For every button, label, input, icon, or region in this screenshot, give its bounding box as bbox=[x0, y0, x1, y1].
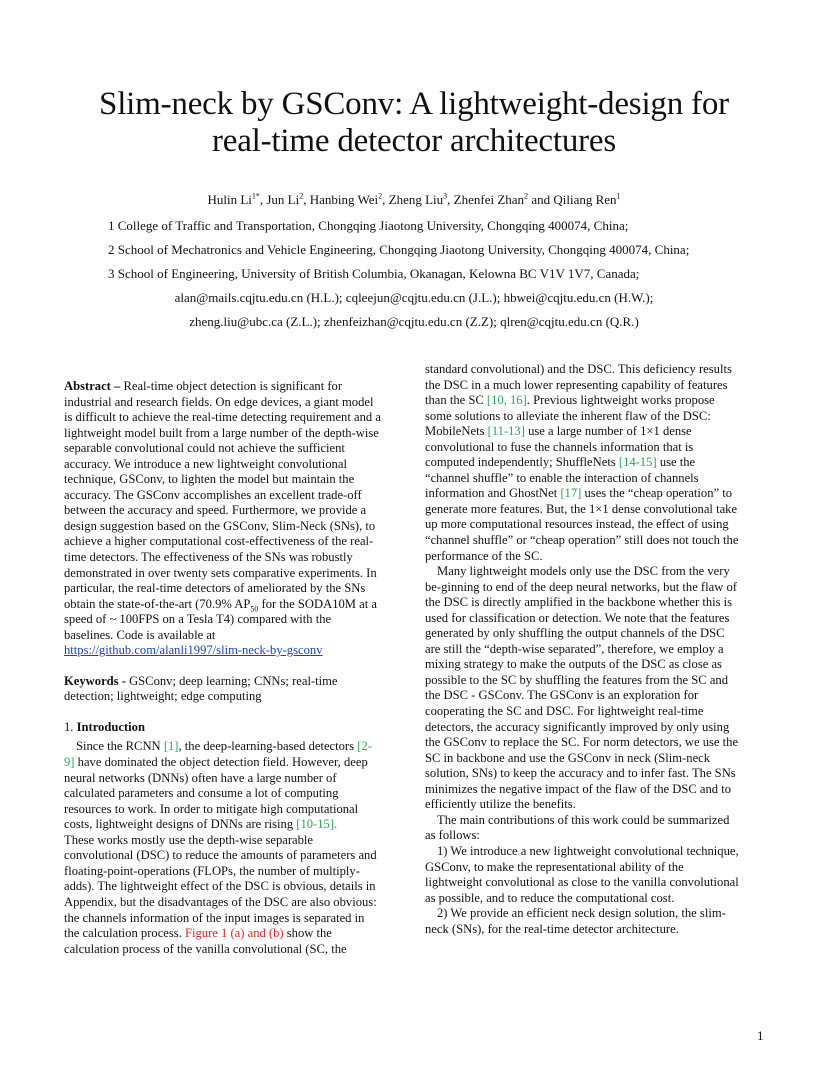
body-line: be-ginning to end of the deep neural networks, but the flaw of bbox=[425, 579, 737, 594]
abstract-line: time detectors. The effectiveness of the SNs was robustly bbox=[64, 550, 353, 565]
code-link[interactable]: https://github.com/alanli1997/slim-neck-by-gsconv bbox=[64, 643, 323, 658]
body-line: the GSConv to replace the SC. For norm detectors, we use the bbox=[425, 735, 739, 750]
intro-text: show the bbox=[283, 926, 332, 941]
author: Zhenfei Zhan bbox=[453, 192, 525, 207]
body-line: as follows: bbox=[425, 828, 480, 843]
body-line: the DSC in a much lower representing capability of features bbox=[425, 377, 728, 392]
right-column bbox=[425, 362, 765, 937]
body-line: as possible, and to reduce the computational cost. bbox=[425, 890, 675, 905]
figure-reference-link[interactable]: Figure 1 (a) and (b) bbox=[185, 926, 284, 941]
contribution-item: 1) We introduce a new lightweight convolutional technique, bbox=[437, 843, 739, 858]
abstract-heading: Abstract – bbox=[64, 379, 121, 393]
intro-line: Appendix, but the disadvantages of the DSC are also obvious: bbox=[64, 894, 377, 909]
emails-line-2: zheng.liu@ubc.ca (Z.L.); zhenfeizhan@cqjtu.edu.cn (Z.Z); qlren@cqjtu.edu.cn (Q.R.) bbox=[189, 314, 639, 329]
body-line: solution, SNs) to keep the accuracy and to infer fast. The SNs bbox=[425, 766, 736, 781]
abstract-line: obtain the state-of-the-art (70.9% AP bbox=[64, 596, 251, 611]
citation-link[interactable]: [1] bbox=[163, 739, 179, 754]
abstract-line: for the SODA10M at a bbox=[258, 596, 377, 611]
abstract-line: separable convolutional could not achieve the sufficient bbox=[64, 441, 345, 456]
intro-text: costs, lightweight designs of DNNs are rising bbox=[64, 817, 297, 832]
body-line: “channel shuffle” or “cheap operation” still does not touch the bbox=[425, 533, 739, 548]
citation-link[interactable]: [2- bbox=[357, 739, 372, 754]
author-conjunction: and bbox=[528, 192, 554, 207]
body-line: cooperating the SC and DSC. For lightweight real-time bbox=[425, 704, 704, 719]
keywords-text: GSConv; deep learning; CNNs; real-time bbox=[125, 673, 338, 688]
body-text: uses the “cheap operation” to bbox=[581, 486, 733, 501]
abstract-line: technique, GSConv, to lighten the model but maintain the bbox=[64, 472, 355, 487]
author: Hanbing Wei bbox=[309, 192, 379, 207]
intro-line: These works mostly use the depth-wise separable bbox=[64, 832, 314, 847]
body-line: SC in backbone and use the GSConv in neck (Slim-neck bbox=[425, 750, 711, 765]
body-line: “channel shuffle” to enable the interaction of channels bbox=[425, 470, 699, 485]
body-line: possible to the SC by shuffling the features from the SC and bbox=[425, 672, 729, 687]
abstract-line: particular, the real-time detectors of ameliorated by the SNs bbox=[64, 581, 366, 596]
author: Hulin Li bbox=[207, 192, 252, 207]
intro-line: the channels information of the input images is separated in bbox=[64, 910, 365, 925]
abstract-line: achieve a higher computational cost-effectiveness of the real- bbox=[64, 534, 374, 549]
author-affiliation-mark: 2 bbox=[524, 191, 529, 201]
body-line: detectors, the accuracy significantly improved by only using bbox=[425, 719, 730, 734]
body-text: MobileNets bbox=[425, 424, 488, 439]
keywords-label: Keywords - bbox=[64, 673, 126, 688]
intro-line: calculated parameters and consume a lot of computing bbox=[64, 786, 339, 801]
paper-title bbox=[0, 86, 828, 160]
body-line: The main contributions of this work could be summarized bbox=[437, 812, 730, 827]
intro-line: adds). The lightweight effect of the DSC is obvious, details in bbox=[64, 879, 376, 894]
author: Zheng Liu bbox=[388, 192, 444, 207]
citation-link[interactable]: [17] bbox=[560, 486, 582, 501]
intro-line: resources to work. In order to mitigate high computational bbox=[64, 801, 359, 816]
intro-paragraph bbox=[64, 739, 404, 957]
author-affiliation-mark: 2 bbox=[299, 191, 304, 201]
body-text: use the bbox=[656, 455, 696, 470]
abstract-line: baselines. Code is available at bbox=[64, 627, 216, 642]
body-line: the DSC - GSConv. The GSConv is an exploration for bbox=[425, 688, 699, 703]
intro-text: have dominated the object detection field. However, deep bbox=[74, 755, 368, 770]
body-line: used for classification or detection. We note that the features bbox=[425, 610, 730, 625]
body-text: computed independently; ShuffleNets bbox=[425, 455, 619, 470]
body-line: standard convolutional) and the DSC. This deficiency results bbox=[425, 362, 732, 376]
affiliation-2: 2 School of Mechatronics and Vehicle Engineering, Chongqing Jiaotong University, Chongqing 400074, China; bbox=[108, 242, 690, 257]
title-line-1: Slim-neck by GSConv: A lightweight-design for bbox=[99, 86, 729, 122]
author-affiliation-mark: 2 bbox=[378, 191, 383, 201]
intro-line: floating-point-operations (FLOPs, the number of multiply- bbox=[64, 863, 360, 878]
body-line: some solutions to alleviate the inherent flaw of the DSC: bbox=[425, 408, 711, 423]
intro-text: Since the RCNN bbox=[76, 739, 164, 754]
ap-subscript: 50 bbox=[250, 604, 259, 614]
body-line: lightweight convolutional as close to the vanilla convolutional bbox=[425, 875, 739, 890]
body-line: generated by only shuffling the output channels of the DSC bbox=[425, 626, 725, 641]
body-line: are still the “depth-wise separated”, therefore, we employ a bbox=[425, 641, 724, 656]
citation-link[interactable]: [10-15]. bbox=[296, 817, 338, 832]
abstract-line: Real-time object detection is significant for bbox=[120, 379, 343, 393]
abstract-line: is difficult to achieve the real-time detecting requirement and a bbox=[64, 410, 381, 425]
affiliation-3: 3 School of Engineering, University of British Columbia, Okanagan, Kelowna BC V1V 1V7, Canada; bbox=[108, 266, 640, 281]
abstract-line: accuracy. We introduce a new lightweight convolutional bbox=[64, 456, 347, 471]
abstract-line: industrial and research fields. On edge devices, a giant model bbox=[64, 394, 374, 409]
body-text: information and GhostNet bbox=[425, 486, 561, 501]
body-line: GSConv, to make the representational ability of the bbox=[425, 859, 684, 874]
emails-line-1: alan@mails.cqjtu.edu.cn (H.L.); cqleejun@cqjtu.edu.cn (J.L.); hbwei@cqjtu.edu.cn (H.W.); bbox=[174, 290, 654, 305]
intro-text: the calculation process. bbox=[64, 926, 185, 941]
body-line: minimizes the negative impact of the flaw of the DSC and to bbox=[425, 781, 732, 796]
keywords bbox=[64, 674, 404, 705]
body-line: convolutional to fuse the channels information that is bbox=[425, 439, 694, 454]
affiliation-1: 1 College of Traffic and Transportation, Chongqing Jiaotong University, Chongqing 400074, China; bbox=[108, 218, 629, 233]
abstract-line: accuracy. The GSConv accomplishes an excellent trade-off bbox=[64, 487, 362, 502]
intro-line: calculation process of the vanilla convolutional (SC, the bbox=[64, 941, 347, 956]
citation-link[interactable]: [10, 16] bbox=[486, 393, 527, 408]
body-line: performance of the SC. bbox=[425, 548, 543, 563]
abstract bbox=[64, 379, 404, 659]
title-line-2: real-time detector architectures bbox=[211, 123, 617, 159]
body-text: use a large number of 1×1 dense bbox=[524, 424, 692, 439]
abstract-line: speed of ~ 100FPS on a Tesla T4) compared with the bbox=[64, 612, 332, 627]
left-column bbox=[64, 379, 404, 957]
intro-text: , the deep-learning-based detectors bbox=[178, 739, 358, 754]
keywords-text: detection; lightweight; edge computing bbox=[64, 689, 262, 704]
body-text: than the SC bbox=[425, 393, 487, 408]
citation-link[interactable]: 9] bbox=[64, 755, 75, 770]
abstract-line: between the accuracy and speed. Furthermore, we provide a bbox=[64, 503, 367, 518]
citation-link[interactable]: [11-13] bbox=[487, 424, 525, 439]
body-line: efficiently utilize the benefits. bbox=[425, 797, 576, 812]
author: Qiliang Ren bbox=[553, 192, 617, 207]
body-line: the DSC is directly amplified in the backbone whether this is bbox=[425, 595, 733, 610]
author: Jun Li bbox=[266, 192, 300, 207]
intro-line: convolutional (DSC) to reduce the amounts of parameters and bbox=[64, 848, 377, 863]
author-affiliation-mark: 1 bbox=[616, 191, 621, 201]
body-line: mixing strategy to make the outputs of the DSC as close as bbox=[425, 657, 722, 672]
body-line: generate more features. But, the 1×1 dense convolutional take bbox=[425, 501, 738, 516]
contribution-item: 2) We provide an efficient neck design solution, the slim- bbox=[437, 906, 726, 921]
author-list: Hulin $Li^{1*}$, Jun Li$^2$, Hanbing Wei$^2$, Zheng Liu$^3$, Zhenfei Zhan$^2$ and Qiliang Ren$^1$ bbox=[207, 191, 621, 207]
abstract-line: design suggestion based on the GSConv, Slim-Neck (SNs), to bbox=[64, 518, 376, 533]
author-affiliation-mark: 1* bbox=[251, 191, 260, 201]
body-line: up more computational resources instead, the effect of using bbox=[425, 517, 729, 532]
section-heading-introduction bbox=[64, 720, 404, 736]
page-number: 1 bbox=[757, 1028, 764, 1043]
body-line: Many lightweight models only use the DSC from the very bbox=[437, 564, 730, 579]
intro-line: neural networks (DNNs) often have a large number of bbox=[64, 770, 337, 785]
section-number: 1. bbox=[64, 719, 77, 734]
abstract-line: demonstrated in over twenty sets comparative experiments. In bbox=[64, 565, 377, 580]
author-affiliation-mark: 3 bbox=[443, 191, 448, 201]
citation-link[interactable]: [14-15] bbox=[618, 455, 657, 470]
section-title: Introduction bbox=[76, 719, 145, 734]
body-text: . Previous lightweight works propose bbox=[526, 393, 715, 408]
abstract-line: lightweight model built from a large number of the depth-wise bbox=[64, 425, 379, 440]
body-line: neck (SNs), for the real-time detector architecture. bbox=[425, 921, 679, 936]
